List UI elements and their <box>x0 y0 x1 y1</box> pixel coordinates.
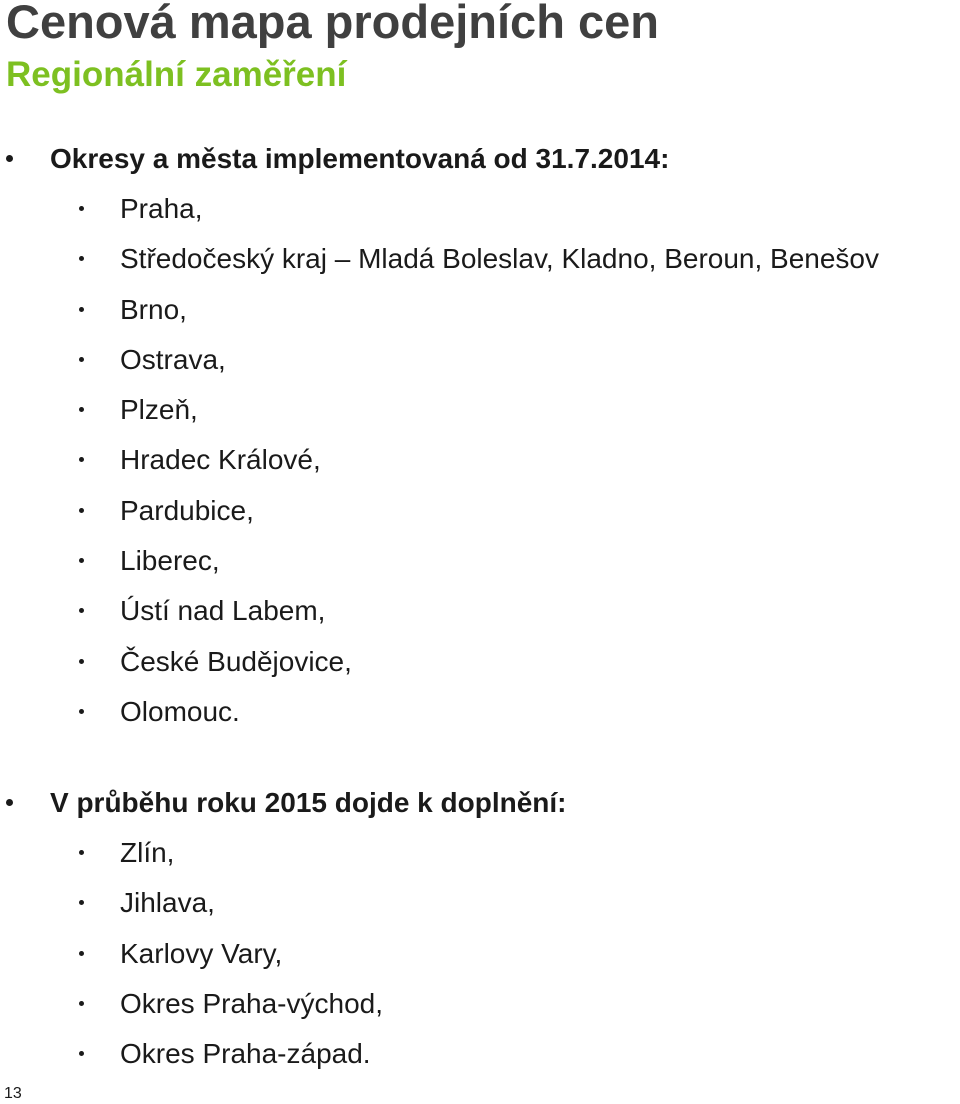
bullet-icon <box>79 659 84 664</box>
slide-subtitle: Regionální zaměření <box>6 55 347 94</box>
section-planned <box>0 778 960 1079</box>
list-item-label: Hradec Králové, <box>120 444 321 476</box>
list-item <box>0 1029 960 1079</box>
list-item <box>0 385 960 435</box>
list-item <box>0 486 960 536</box>
list-item <box>0 536 960 586</box>
page-number: 13 <box>4 1085 22 1102</box>
bullet-icon <box>79 256 84 261</box>
slide-title: Cenová mapa prodejních cen <box>6 0 659 48</box>
bullet-icon <box>6 799 13 806</box>
list-item <box>0 687 960 737</box>
bullet-icon <box>79 558 84 563</box>
list-item-label: Zlín, <box>120 837 175 868</box>
bullet-icon <box>79 1001 84 1006</box>
bullet-icon <box>6 155 13 162</box>
bullet-icon <box>79 1051 84 1056</box>
bullet-icon <box>79 407 84 412</box>
bullet-icon <box>79 608 84 613</box>
list-item-label: Ostrava, <box>120 343 226 375</box>
list-item <box>0 285 960 335</box>
list-item-label: Olomouc. <box>120 695 240 727</box>
bullet-icon <box>79 307 84 312</box>
bullet-icon <box>79 850 84 855</box>
list-item-label: Ústí nad Labem, <box>120 595 326 627</box>
section-heading <box>0 778 960 828</box>
list-item <box>0 435 960 485</box>
list-item <box>0 586 960 636</box>
list-item-label: Okres Praha-západ. <box>120 1038 371 1070</box>
list-item <box>0 335 960 385</box>
list-item-label: Brno, <box>120 293 187 325</box>
list-item <box>0 929 960 979</box>
section-heading <box>0 134 960 184</box>
list-item-label: Plzeň, <box>120 394 198 426</box>
bullet-icon <box>79 357 84 362</box>
list-item <box>0 637 960 687</box>
section-heading-label: V průběhu roku 2015 dojde k doplnění: <box>50 787 567 818</box>
bullet-icon <box>79 951 84 956</box>
bullet-icon <box>79 709 84 714</box>
list-item-label: Praha, <box>120 193 203 224</box>
list-item-label: České Budějovice, <box>120 645 352 677</box>
list-item <box>0 979 960 1029</box>
list-item <box>0 234 960 284</box>
bullet-icon <box>79 508 84 513</box>
list-item-label: Jihlava, <box>120 887 215 919</box>
list-item <box>0 184 960 234</box>
bullet-icon <box>79 457 84 462</box>
list-item-label: Pardubice, <box>120 494 254 526</box>
section-implemented <box>0 134 960 737</box>
bullet-icon <box>79 900 84 905</box>
bullet-icon <box>79 206 84 211</box>
list-item <box>0 878 960 928</box>
list-item-label: Okres Praha-východ, <box>120 987 383 1019</box>
list-item <box>0 828 960 878</box>
section-heading-label: Okresy a města implementovaná od 31.7.2014: <box>50 143 670 174</box>
list-item-label: Středočeský kraj – Mladá Boleslav, Kladno, Beroun, Benešov <box>120 243 880 275</box>
list-item-label: Karlovy Vary, <box>120 937 283 969</box>
list-item-label: Liberec, <box>120 545 220 577</box>
